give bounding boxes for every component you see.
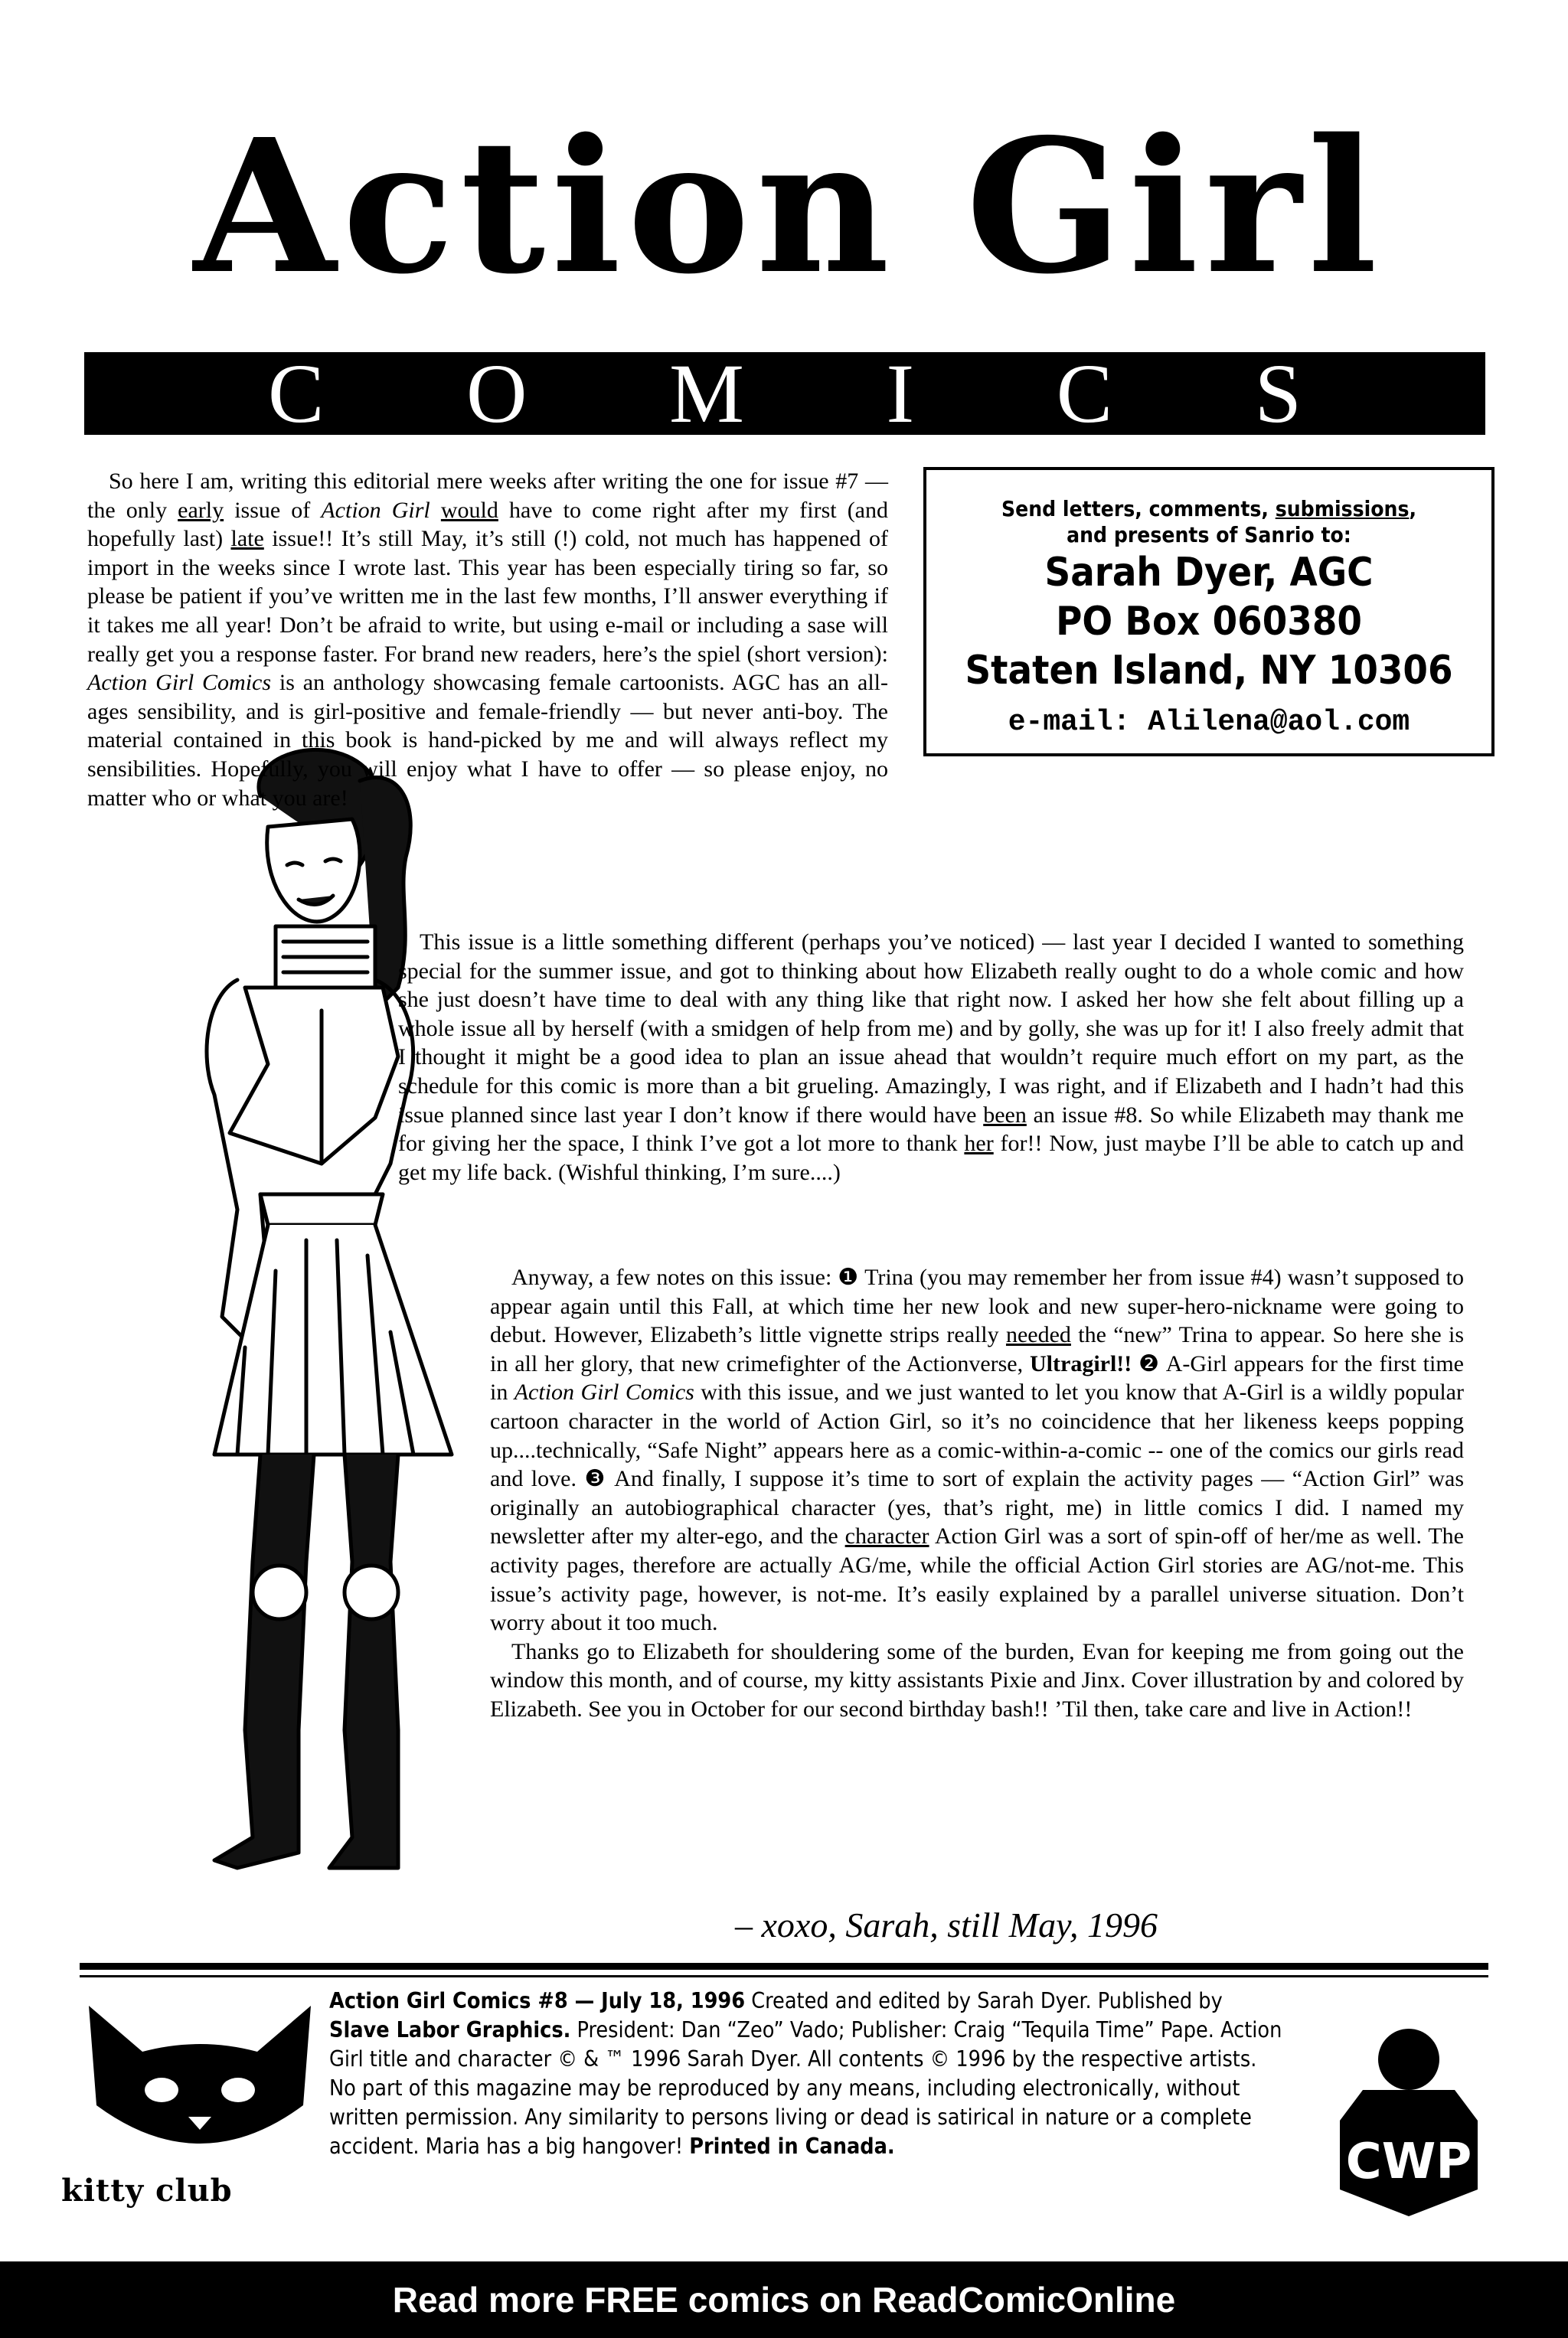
comics-banner	[84, 347, 1485, 440]
kitty-club-cat-icon	[74, 1998, 326, 2167]
banner-letter: I	[886, 347, 915, 440]
publication-credits: Action Girl Comics #8 — July 18, 1996 Created and edited by Sarah Dyer. Published by Slave Labor Graphics. President: Dan “Zeo” Vado; Publisher: Craig “Tequila Time” Pape. Action Girl title and character © & ™ 1996 Sarah Dyer. All contents © 1996 by the respective artists. No part of this magazine may be reproduced by any means, including electronically, without written permission. Any similarity to persons living or dead is satirical in nature or a complete accident. Maria has a big hangover! Printed in Canada.	[329, 1988, 1282, 2159]
address-name: Sarah Dyer, AGC	[1044, 550, 1374, 596]
footer-banner[interactable]: Read more FREE comics on ReadComicOnline	[0, 2261, 1568, 2338]
cwp-text: CWP	[1345, 2134, 1472, 2190]
divider	[80, 1963, 1488, 1970]
address-intro: Send letters, comments, submissions, and presents of Sanrio to:	[1001, 496, 1417, 547]
banner-letter: C	[1056, 347, 1113, 440]
editorial-top	[87, 467, 888, 812]
banner-letter: O	[466, 347, 528, 440]
action-girl-illustration	[145, 735, 536, 1876]
divider	[80, 1975, 1488, 1977]
editorial-paragraph: Anyway, a few notes on this issue: ❶ Trina (you may remember her from issue #4) wasn’t supposed to appear again until this Fall, at which time her new look and new super-hero-nickname were going to debut. However, Elizabeth’s little vignette strips really needed the “new” Trina to appear. So here she is in all her glory, that new crimefighter of the Actionverse, Ultragirl!! ❷ A-Girl appears for the first time in Action Girl Comics with this issue, and we just wanted to let you know that A-Girl is a wildly popular cartoon character in the world of Action Girl, so it’s no coincidence that her likeness keeps popping up....technically, “Safe Night” appears here as a comic-within-a-comic -- one of the comics our girls read and love. ❸ And finally, I suppose it’s time to sort of explain the activity pages — “Action Girl” was originally an autobiographical character (yes, that’s right, me) in little comics I did. I named my newsletter after my alter-ego, and the character Action Girl was a sort of spin-off of her/me as well. The activity pages, therefore are actually AG/me, while the official Action Girl stories are AG/not-me. This issue’s activity page, however, is not-me. It’s easily explained by a parallel universe situation. Don’t worry about it too much.	[490, 1265, 1464, 1636]
cwp-logo-icon	[1332, 2013, 1485, 2220]
address-city: Staten Island, NY 10306	[965, 648, 1453, 694]
kitty-club-label: kitty club	[61, 2173, 233, 2209]
signature: – xoxo, Sarah, still May, 1996	[735, 1905, 1158, 1945]
editorial-paragraph: So here I am, writing this editorial mere weeks after writing the one for issue #7 — the only early issue of Action Girl would have to come right after my first (and hopefully last) late issue!! It’s still May, it’s still (!) cold, not much has happened of import in the weeks since I wrote last. This year has been especially tiring so far, so please be patient if you’ve written me in the last few months, I’ll answer everything if it takes me all year! Don’t be afraid to write, but using e-mail or including a sase will really get you a response faster. For brand new readers, here’s the spiel (short version): Action Girl Comics is an anthology showcasing female cartoonists. AGC has an all-ages sensibility, and is girl-positive and female-friendly — but never anti-boy. The material contained in this book is hand-picked by me and will always reflect my sensibilities. Hopefully, you will enjoy what I have to offer — so please enjoy, no matter who or what you are!	[87, 469, 888, 811]
editorial-bottom	[490, 1263, 1464, 1724]
editorial-paragraph: Thanks go to Elizabeth for shouldering some of the burden, Evan for keeping me from going out the window this month, and of course, my kitty assistants Pixie and Jinx. Cover illustration by and colored by Elizabeth. See you in October for our second birthday bash!! ’Til then, take care and live in Action!!	[490, 1638, 1464, 1722]
address-email[interactable]: e-mail: Alilena@aol.com	[1008, 706, 1410, 739]
masthead-title: Action Girl	[193, 99, 1384, 315]
banner-letter: S	[1254, 347, 1302, 440]
editorial-paragraph: This issue is a little something different (perhaps you’ve noticed) — last year I decided I wanted to something special for the summer issue, and got to thinking about how Elizabeth really ought to do a whole comic and how she just doesn’t have time to deal with any thing like that right now. I asked her how she felt about filling up a whole issue all by herself (with a smidgen of help from me) and by golly, she was up for it! I also freely admit that I thought it might be a good idea to plan an issue ahead that wouldn’t require much effort on my part, as the schedule for this comic is more than a bit grueling. Amazingly, I was right, and if Elizabeth and I hadn’t had this issue planned since last year I don’t know if there would have been an issue #8. So while Elizabeth may thank me for giving her the space, I think I’ve got a lot more to thank her for!! Now, just maybe I’ll be able to catch up and get my life back. (Wishful thinking, I’m sure....)	[398, 929, 1464, 1185]
editorial-middle	[398, 928, 1464, 1187]
address-box	[923, 467, 1494, 756]
address-po-box: PO Box 060380	[1056, 599, 1362, 645]
banner-letter: C	[268, 347, 325, 440]
banner-letter: M	[669, 347, 744, 440]
